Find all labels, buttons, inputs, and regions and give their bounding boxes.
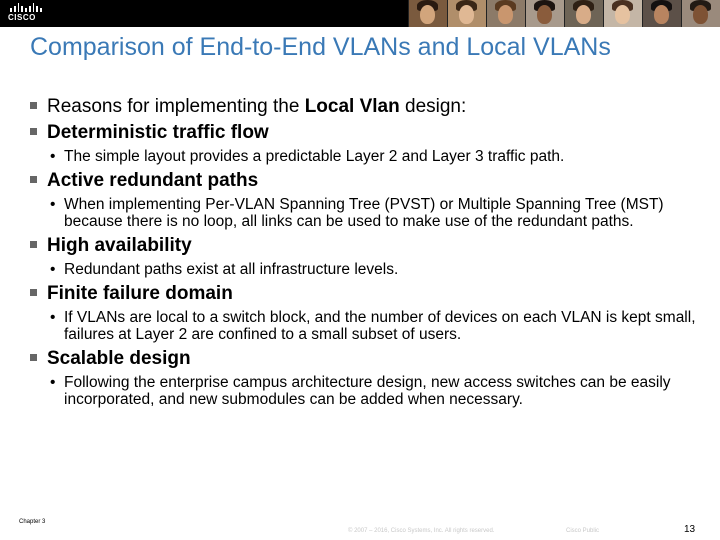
section-detail-text: Redundant paths exist at all infrastructure levels.	[64, 261, 399, 278]
header-photo	[408, 0, 447, 27]
header-bar	[0, 0, 720, 27]
header-photo	[486, 0, 525, 27]
section-heading	[30, 347, 700, 370]
footer-copyright: © 2007 – 2016, Cisco Systems, Inc. All rights reserved.	[348, 528, 495, 534]
square-bullet-icon	[30, 102, 37, 109]
section-heading-text: Active redundant paths	[47, 170, 259, 191]
square-bullet-icon	[30, 128, 37, 135]
section-heading	[30, 169, 700, 192]
section-detail-text: If VLANs are local to a switch block, and the number of devices on each VLAN is kept small, failures at Layer 2 are confined to a small subset of users.	[64, 309, 696, 343]
square-bullet-icon	[30, 289, 37, 296]
header-photo	[447, 0, 486, 27]
header-photo	[681, 0, 720, 27]
section-heading	[30, 234, 700, 257]
round-bullet-icon: •	[50, 309, 56, 326]
round-bullet-icon: •	[50, 374, 56, 391]
section-detail-text: Following the enterprise campus architecture design, new access switches can be easily incorporated, and new submodules can be added when necessary.	[64, 374, 671, 408]
cisco-bridge-icon	[10, 3, 42, 12]
page-number: 13	[684, 524, 696, 535]
section-detail	[50, 148, 700, 165]
round-bullet-icon: •	[50, 261, 56, 278]
cisco-logo	[8, 3, 42, 23]
section-detail	[50, 374, 700, 408]
square-bullet-icon	[30, 176, 37, 183]
header-photo-strip	[408, 0, 720, 27]
round-bullet-icon: •	[50, 148, 56, 165]
intro-text-before: Reasons for implementing the	[47, 96, 305, 117]
section-heading-text: Scalable design	[47, 348, 191, 369]
section-heading-text: High availability	[47, 235, 192, 256]
section-detail-text: The simple layout provides a predictable Layer 2 and Layer 3 traffic path.	[64, 148, 565, 165]
square-bullet-icon	[30, 354, 37, 361]
footer-classification: Cisco Public	[566, 528, 600, 534]
intro-text-after: design:	[399, 96, 467, 117]
intro-bullet	[30, 95, 700, 118]
footer-chapter: Chapter 3	[19, 519, 46, 525]
header-photo	[525, 0, 564, 27]
section-heading-text: Finite failure domain	[47, 283, 233, 304]
header-photo	[564, 0, 603, 27]
section-heading	[30, 282, 700, 305]
slide-body	[30, 95, 700, 408]
page-title: Comparison of End-to-End VLANs and Local VLANs	[30, 33, 611, 61]
header-photo	[642, 0, 681, 27]
section-detail	[50, 261, 700, 278]
square-bullet-icon	[30, 241, 37, 248]
section-detail	[50, 196, 700, 230]
section-heading	[30, 121, 700, 144]
header-photo	[603, 0, 642, 27]
intro-text-bold: Local Vlan	[304, 96, 400, 117]
round-bullet-icon: •	[50, 196, 56, 213]
cisco-logo-text: CISCO	[8, 13, 36, 22]
section-detail-text: When implementing Per-VLAN Spanning Tree (PVST) or Multiple Spanning Tree (MST) because there is no loop, all links can be used to make use of the redundant paths.	[64, 196, 664, 230]
section-heading-text: Deterministic traffic flow	[47, 122, 269, 143]
section-detail	[50, 309, 700, 343]
